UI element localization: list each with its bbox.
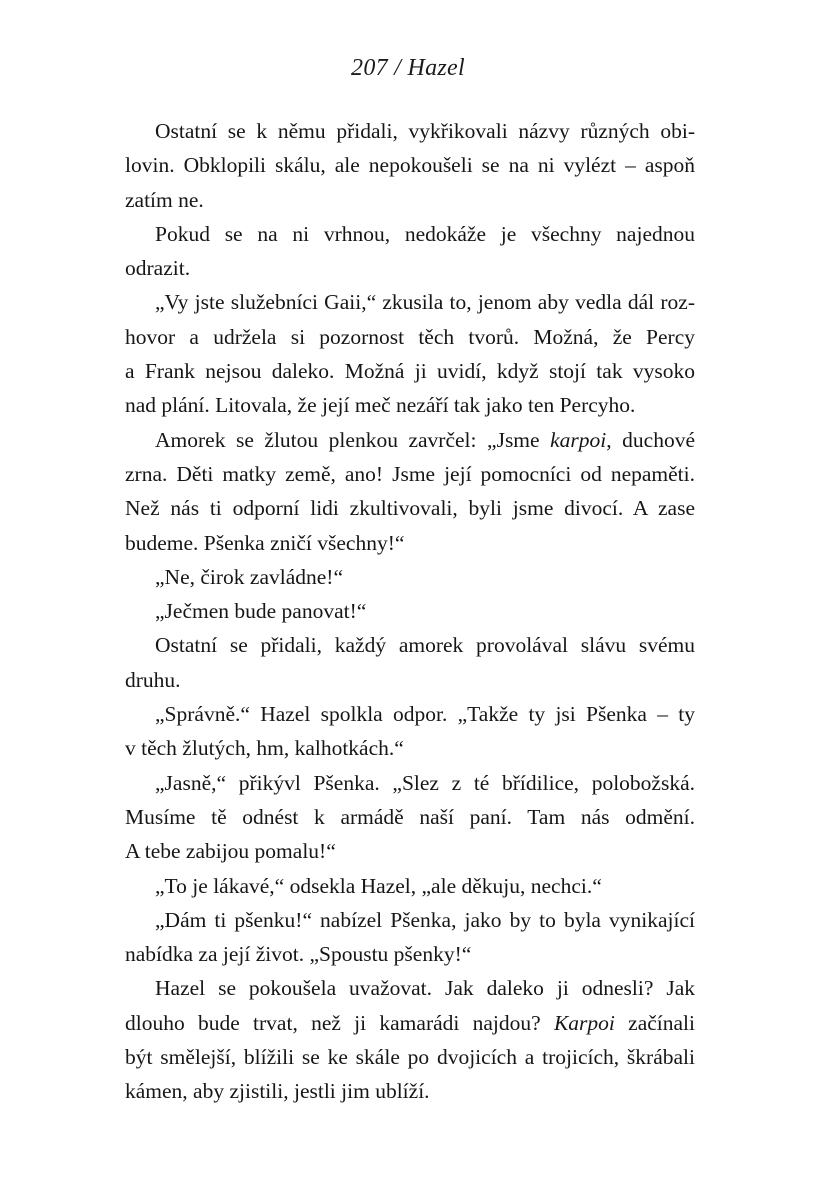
text-line bbox=[125, 869, 695, 903]
text-line bbox=[125, 285, 695, 319]
text-line bbox=[125, 491, 695, 525]
page-header: 207 / Hazel bbox=[351, 55, 465, 81]
text-segment: a Frank nejsou daleko. Možná ji uvidí, když stojí tak vysoko bbox=[125, 359, 695, 384]
text-segment: A tebe zabijou pomalu!“ bbox=[125, 839, 336, 864]
text-segment: Amorek se žlutou plenkou zavrčel: „Jsme bbox=[155, 427, 551, 452]
text-segment: dlouho bude trvat, než ji kamarádi najdou? bbox=[125, 1010, 554, 1035]
paragraph bbox=[125, 903, 695, 972]
paragraph bbox=[125, 594, 695, 628]
text-line bbox=[125, 1006, 695, 1040]
text-segment: „Ne, čirok zavládne!“ bbox=[155, 564, 344, 589]
text-segment: začínali bbox=[614, 1010, 695, 1035]
text-segment: „To je lákavé,“ odsekla Hazel, „ale děkuju, nechci.“ bbox=[155, 873, 602, 898]
text-line bbox=[125, 148, 695, 182]
text-segment: kámen, aby zjistili, jestli jim ublíží. bbox=[125, 1079, 430, 1104]
text-segment: Ostatní se přidali, každý amorek provolával slávu svému bbox=[155, 633, 695, 658]
text-segment: Ostatní se k němu přidali, vykřikovali názvy různých obi- bbox=[155, 119, 695, 143]
text-segment: Než nás ti odporní lidi zkultivovali, byli jsme divocí. A zase bbox=[125, 496, 695, 521]
paragraph bbox=[125, 971, 695, 1108]
text-segment: lovin. Obklopili skálu, ale nepokoušeli se na ni vylézt – aspoň bbox=[125, 153, 695, 178]
paragraph bbox=[125, 114, 695, 217]
text-segment: v těch žlutých, hm, kalhotkách.“ bbox=[125, 736, 404, 761]
paragraph bbox=[125, 285, 695, 422]
italic-term: karpoi bbox=[550, 427, 607, 452]
text-line bbox=[125, 251, 695, 285]
text-segment: Pokud se na ni vrhnou, nedokáže je všechny najednou bbox=[155, 221, 695, 246]
text-segment: druhu. bbox=[125, 667, 181, 692]
text-line bbox=[125, 457, 695, 491]
text-line bbox=[125, 560, 695, 594]
text-segment: zatím ne. bbox=[125, 187, 204, 212]
text-line bbox=[125, 903, 695, 937]
text-segment: nad plání. Litovala, že její meč nezáří tak jako ten Percyho. bbox=[125, 393, 636, 418]
text-line bbox=[125, 594, 695, 628]
text-segment: , duchové bbox=[606, 427, 695, 452]
text-line bbox=[125, 766, 695, 800]
text-segment: odrazit. bbox=[125, 256, 191, 281]
text-line bbox=[125, 354, 695, 388]
paragraph bbox=[125, 766, 695, 869]
text-line bbox=[125, 1040, 695, 1074]
text-line bbox=[125, 697, 695, 731]
text-segment: „Jasně,“ přikývl Pšenka. „Slez z té břídilice, polobožská. bbox=[155, 770, 695, 795]
text-line bbox=[125, 217, 695, 251]
paragraph bbox=[125, 560, 695, 594]
text-line bbox=[125, 663, 695, 697]
paragraph bbox=[125, 697, 695, 766]
text-segment: „Dám ti pšenku!“ nabízel Pšenka, jako by to byla vynikající bbox=[155, 907, 695, 932]
text-segment: „Vy jste služebníci Gaii,“ zkusila to, jenom aby vedla dál roz- bbox=[155, 290, 695, 315]
text-segment: budeme. Pšenka zničí všechny!“ bbox=[125, 530, 405, 555]
text-line bbox=[125, 114, 695, 148]
paragraph bbox=[125, 423, 695, 560]
text-line bbox=[125, 971, 695, 1005]
text-segment: Hazel se pokoušela uvažovat. Jak daleko ji odnesli? Jak bbox=[155, 976, 695, 1001]
text-line bbox=[125, 526, 695, 560]
text-line bbox=[125, 937, 695, 971]
text-line bbox=[125, 423, 695, 457]
text-segment: Musíme tě odnést k armádě naší paní. Tam nás odmění. bbox=[125, 804, 695, 829]
italic-term: Karpoi bbox=[553, 1010, 615, 1035]
text-segment: „Správně.“ Hazel spolkla odpor. „Takže ty jsi Pšenka – ty bbox=[155, 702, 695, 727]
text-line bbox=[125, 388, 695, 422]
text-segment: zrna. Děti matky země, ano! Jsme její pomocníci od nepaměti. bbox=[125, 461, 695, 486]
text-line bbox=[125, 800, 695, 834]
paragraph bbox=[125, 628, 695, 697]
paragraph bbox=[125, 869, 695, 903]
text-segment: „Ječmen bude panovat!“ bbox=[155, 599, 367, 624]
body-text-block bbox=[125, 114, 695, 1109]
text-line bbox=[125, 1074, 695, 1108]
text-line bbox=[125, 834, 695, 868]
text-segment: nabídka za její život. „Spoustu pšenky!“ bbox=[125, 942, 472, 967]
paragraph bbox=[125, 217, 695, 286]
text-segment: hovor a udržela si pozornost těch tvorů. Možná, že Percy bbox=[125, 324, 695, 349]
text-line bbox=[125, 183, 695, 217]
text-segment: být smělejší, blížili se ke skále po dvojicích a trojicích, škrábali bbox=[125, 1045, 695, 1070]
text-line bbox=[125, 628, 695, 662]
text-line bbox=[125, 731, 695, 765]
text-line bbox=[125, 320, 695, 354]
